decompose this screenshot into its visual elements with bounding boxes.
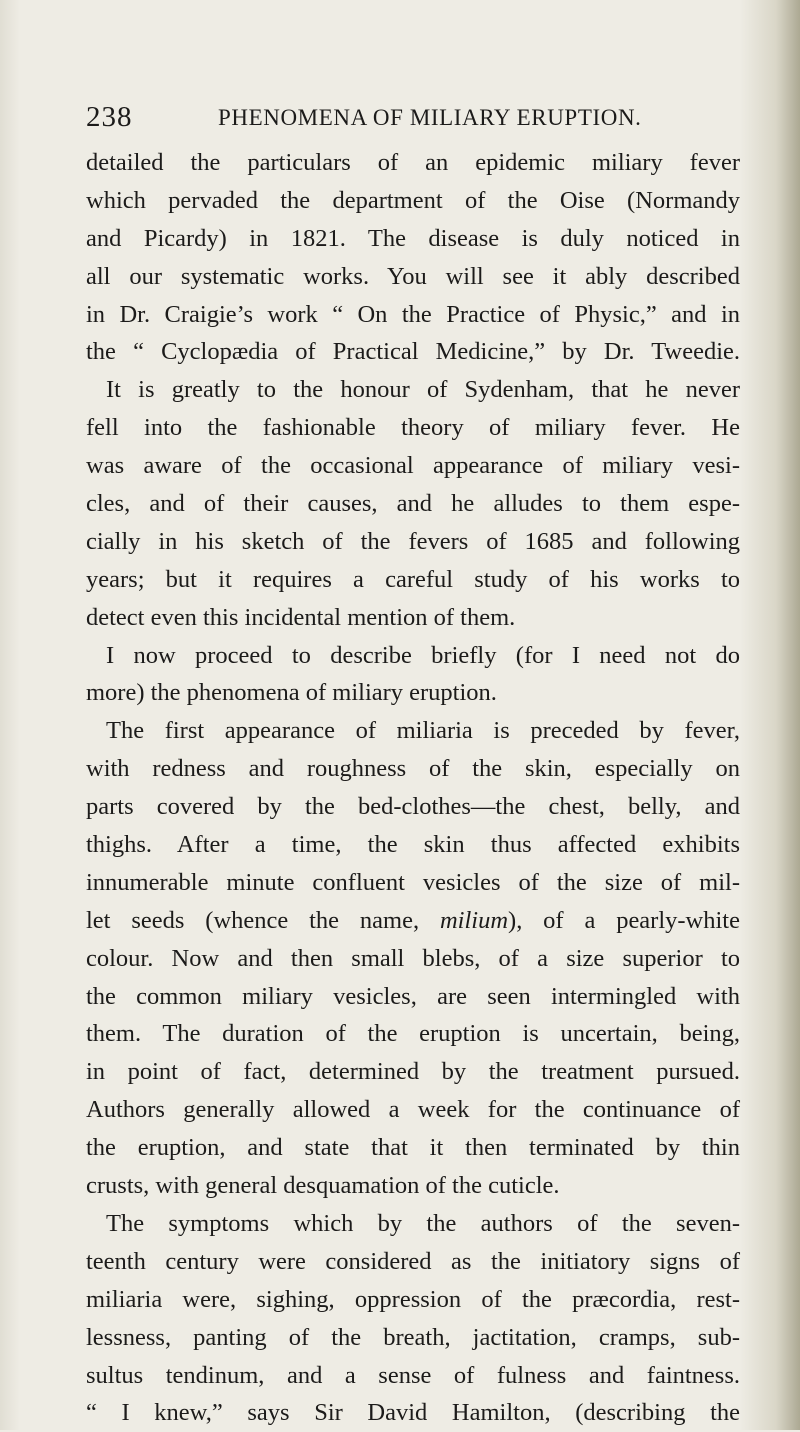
text-line: in Dr. Craigie’s work “ On the Practice of Physic,” and in xyxy=(86,300,740,328)
text-line: detailed the particulars of an epidemic miliary fever xyxy=(86,149,740,176)
body-text xyxy=(86,144,740,1432)
text-line: innumerable minute confluent vesicles of the size of mil- xyxy=(86,868,740,896)
text-line: miliaria were, sighing, oppression of the præcordia, rest- xyxy=(86,1285,740,1313)
text-segment: let seeds (whence the name, xyxy=(86,906,440,934)
text-line: sultus tendinum, and a sense of fulness and faintness. xyxy=(86,1361,740,1389)
page-header xyxy=(86,101,746,141)
text-line: parts covered by the bed-clothes—the chest, belly, and xyxy=(86,793,740,821)
text-line: cially in his sketch of the fevers of 1685 and following xyxy=(86,527,740,555)
text-line: I now proceed to describe briefly (for I need not do xyxy=(106,641,740,669)
text-line: the eruption, and state that it then terminated by thin xyxy=(86,1134,740,1162)
text-line: “ I knew,” says Sir David Hamilton, (describing the xyxy=(86,1399,740,1427)
text-line: and Picardy) in 1821. The disease is duly noticed in xyxy=(86,224,740,252)
text-line: It is greatly to the honour of Sydenham, that he never xyxy=(106,376,740,404)
text-line: them. The duration of the eruption is uncertain, being, xyxy=(86,1020,740,1048)
text-line: The first appearance of miliaria is preceded by fever, xyxy=(106,717,740,745)
page-edge-shadow-right xyxy=(740,0,800,1430)
text-line: years; but it requires a careful study of his works to xyxy=(86,565,740,593)
text-line: more) the phenomena of miliary eruption. xyxy=(86,679,497,707)
italic-term: milium xyxy=(439,906,509,934)
text-line: lessness, panting of the breath, jactitation, cramps, sub- xyxy=(86,1323,740,1351)
text-line: all our systematic works. You will see it ably described xyxy=(86,262,740,290)
text-line: colour. Now and then small blebs, of a size superior to xyxy=(86,944,740,972)
text-line: crusts, with general desquamation of the cuticle. xyxy=(86,1172,560,1200)
text-line: the “ Cyclopædia of Practical Medicine,” by Dr. Tweedie. xyxy=(86,338,740,366)
text-line: teenth century were considered as the initiatory signs of xyxy=(86,1247,740,1275)
text-line: detect even this incidental mention of them. xyxy=(86,603,516,631)
page-edge-shadow-left xyxy=(0,0,20,1430)
text-line: Authors generally allowed a week for the continuance of xyxy=(86,1096,740,1124)
text-line: The symptoms which by the authors of the seven- xyxy=(106,1209,740,1237)
text-line: cles, and of their causes, and he alludes to them espe- xyxy=(86,490,740,518)
text-line: with redness and roughness of the skin, especially on xyxy=(86,755,740,783)
page-number: 238 xyxy=(86,101,133,133)
text-line-with-italic xyxy=(86,902,740,940)
text-line: in point of fact, determined by the treatment pursued. xyxy=(86,1058,740,1086)
text-line: was aware of the occasional appearance of miliary vesi- xyxy=(86,452,740,480)
text-segment: ), of a pearly-white xyxy=(508,906,740,934)
running-title: PHENOMENA OF MILIARY ERUPTION. xyxy=(218,105,642,130)
text-line: the common miliary vesicles, are seen intermingled with xyxy=(86,982,740,1010)
text-line: which pervaded the department of the Oise (Normandy xyxy=(86,186,740,214)
text-line: thighs. After a time, the skin thus affected exhibits xyxy=(86,831,740,859)
text-line: fell into the fashionable theory of miliary fever. He xyxy=(86,414,740,442)
